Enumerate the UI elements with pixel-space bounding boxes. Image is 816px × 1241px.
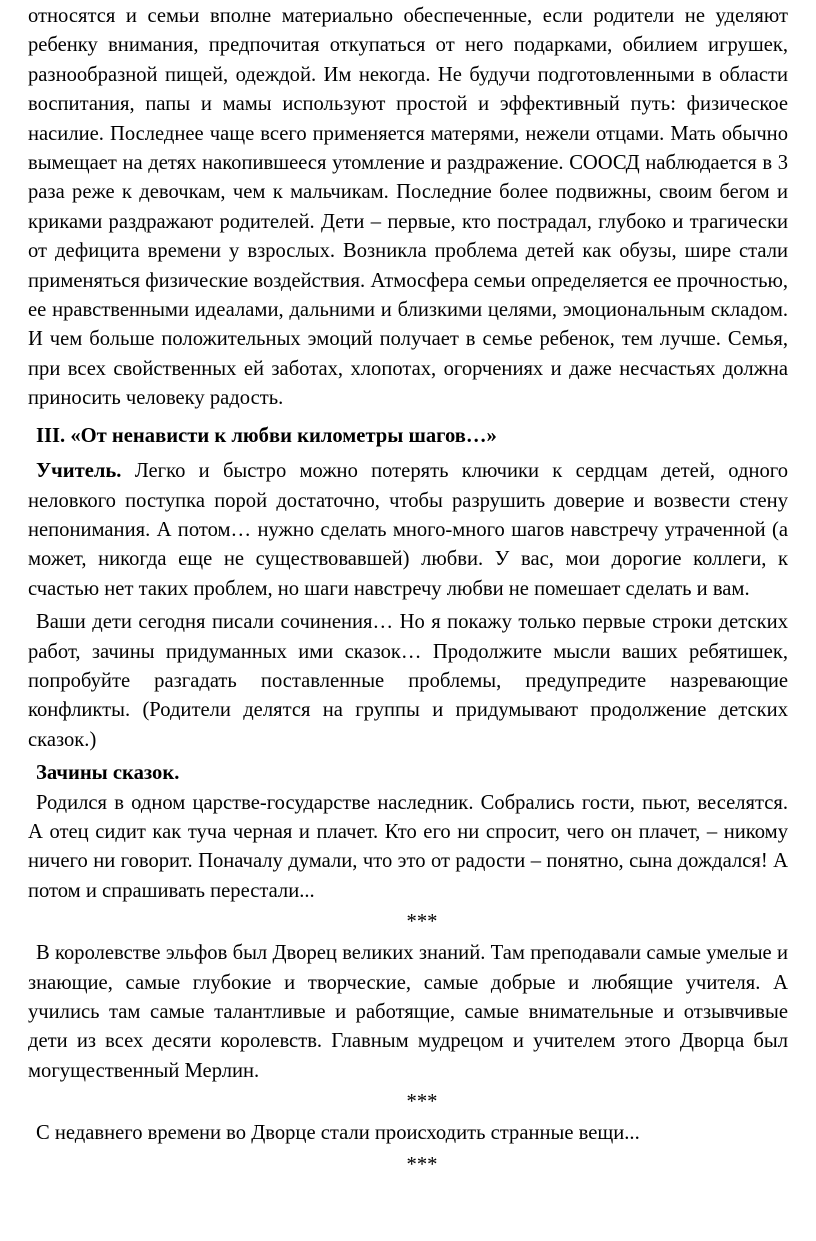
section-heading-3: III. «От ненависти к любви километры шагов…»	[36, 424, 497, 447]
separator-stars-3: ***	[406, 1153, 438, 1176]
tales-heading: Зачины сказок.	[36, 762, 180, 785]
tale-beginning-3: С недавнего времени во Дворце стали происходить странные вещи...	[36, 1122, 640, 1145]
paragraph-teacher	[28, 457, 788, 604]
teacher-text: Легко и быстро можно потерять ключики к сердцам детей, одного неловкого поступка порой достаточно, чтобы разрушить доверие и возвести стену непонимания. А потом… нужно сделать много-много шагов навстречу утраченной (а может, никогда еще не существовавшей) любви. У вас, мои дорогие коллеги, к счастью нет таких проблем, но шаги навстречу любви не помешает сделать и вам.	[28, 460, 788, 600]
paragraph-family-violence: относятся и семьи вполне материально обеспеченные, если родители не уделяют ребенку внимания, предпочитая откупаться от него подарками, обилием игрушек, разнообразной пищей, одеждой. Им некогда. Не будучи подготовленными в области воспитания, папы и мамы используют простой и эффективный путь: физическое насилие. Последнее чаще всего применяется матерями, нежели отцами. Мать обычно вымещает на детях накопившееся утомление и раздражение. СООСД наблюдается в 3 раза реже к девочкам, чем к мальчикам. Последние более подвижны, своим бегом и криками раздражают родителей. Дети – первые, кто пострадал, глубоко и трагически от дефицита времени у взрослых. Возникла проблема детей как обузы, шире стали применяться физические воздействия. Атмосфера семьи определяется ее прочностью, ее нравственными идеалами, дальними и близкими целями, эмоциональным складом. И чем больше положительных эмоций получает в семье ребенок, тем лучше. Семья, при всех свойственных ей заботах, хлопотах, огорчениях и даже несчастьях должна приносить человеку радость.	[28, 5, 788, 410]
separator-stars-2: ***	[406, 1091, 438, 1114]
paragraph-essays: Ваши дети сегодня писали сочинения… Но я покажу только первые строки детских работ, зачины придуманных ими сказок… Продолжите мысли ваших ребятишек, попробуйте разгадать поставленные проблемы, предупредите назревающие конфликты. (Родители делятся на группы и придумывают продолжение детских сказок.)	[28, 611, 788, 751]
tale-beginning-1: Родился в одном царстве-государстве наследник. Собрались гости, пьют, веселятся. А отец сидит как туча черная и плачет. Кто его ни спросит, чего он плачет, – никому ничего ни говорит. Поначалу думали, что это от радости – понятно, сына дождался! А потом и спрашивать перестали...	[28, 791, 788, 902]
separator-stars-1: ***	[406, 911, 438, 934]
teacher-label: Учитель.	[36, 460, 122, 483]
tale-beginning-2: В королевстве эльфов был Дворец великих знаний. Там преподавали самые умелые и знающие, самые глубокие и творческие, самые добрые и любящие учителя. А учились там самые талантливые и работящие, самые внимательные и отзывчивые дети из всех десяти королевств. Главным мудрецом и учителем этого Дворца был могущественный Мерлин.	[28, 942, 788, 1082]
document-page	[28, 2, 788, 1182]
